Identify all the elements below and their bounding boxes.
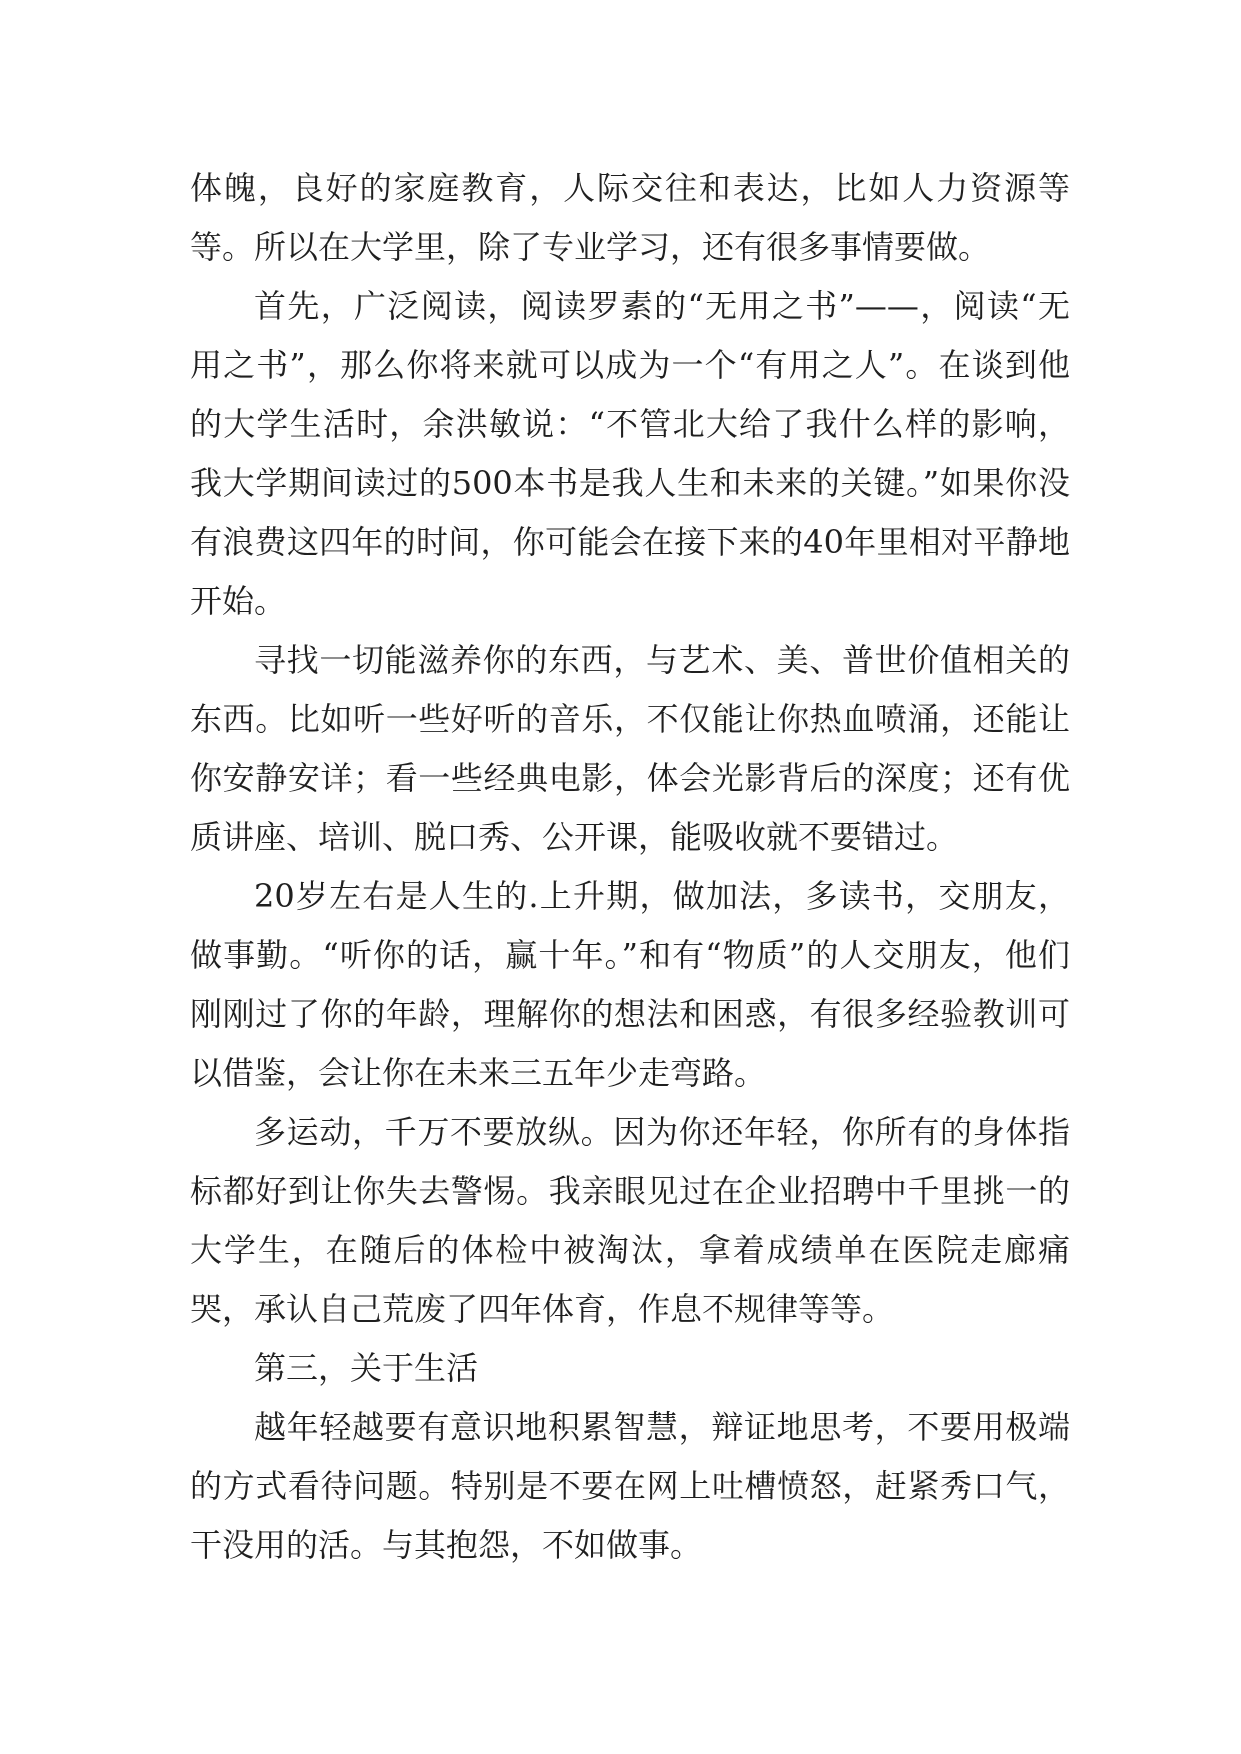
paragraph-2: 首先，广泛阅读，阅读罗素的“无用之书”——，阅读“无用之书”，那么你将来就可以成为一个“有用之人”。在谈到他的大学生活时，余洪敏说：“不管北大给了我什么样的影响，我大学期间读过的500本书是我人生和未来的关键。”如果你没有浪费这四年的时间，你可能会在接下来的40年里相对平静地开始。 — [190, 287, 1070, 620]
paragraph-3: 寻找一切能滋养你的东西，与艺术、美、普世价值相关的东西。比如听一些好听的音乐，不仅能让你热血喷涌，还能让你安静安详；看一些经典电影，体会光影背后的深度；还有优质讲座、培训、脱口秀、公开课，能吸收就不要错过。 — [190, 641, 1070, 856]
section-heading: 第三，关于生活 — [254, 1349, 479, 1387]
paragraph-5: 多运动，千万不要放纵。因为你还年轻，你所有的身体指标都好到让你失去警惕。我亲眼见过在企业招聘中千里挑一的大学生，在随后的体检中被淘汰，拿着成绩单在医院走廊痛哭，承认自己荒废了四年体育，作息不规律等等。 — [190, 1113, 1070, 1328]
document-body — [190, 159, 1070, 1575]
paragraph-1: 体魄，良好的家庭教育，人际交往和表达，比如人力资源等等。所以在大学里，除了专业学习，还有很多事情要做。 — [190, 169, 1070, 266]
paragraph-6: 越年轻越要有意识地积累智慧，辩证地思考，不要用极端的方式看待问题。特别是不要在网上吐槽愤怒，赶紧秀口气，干没用的活。与其抱怨，不如做事。 — [190, 1408, 1070, 1564]
paragraph-4: 20岁左右是人生的.上升期，做加法，多读书，交朋友，做事勤。“听你的话，赢十年。”和有“物质”的人交朋友，他们刚刚过了你的年龄，理解你的想法和困惑，有很多经验教训可以借鉴，会让你在未来三五年少走弯路。 — [190, 877, 1070, 1092]
